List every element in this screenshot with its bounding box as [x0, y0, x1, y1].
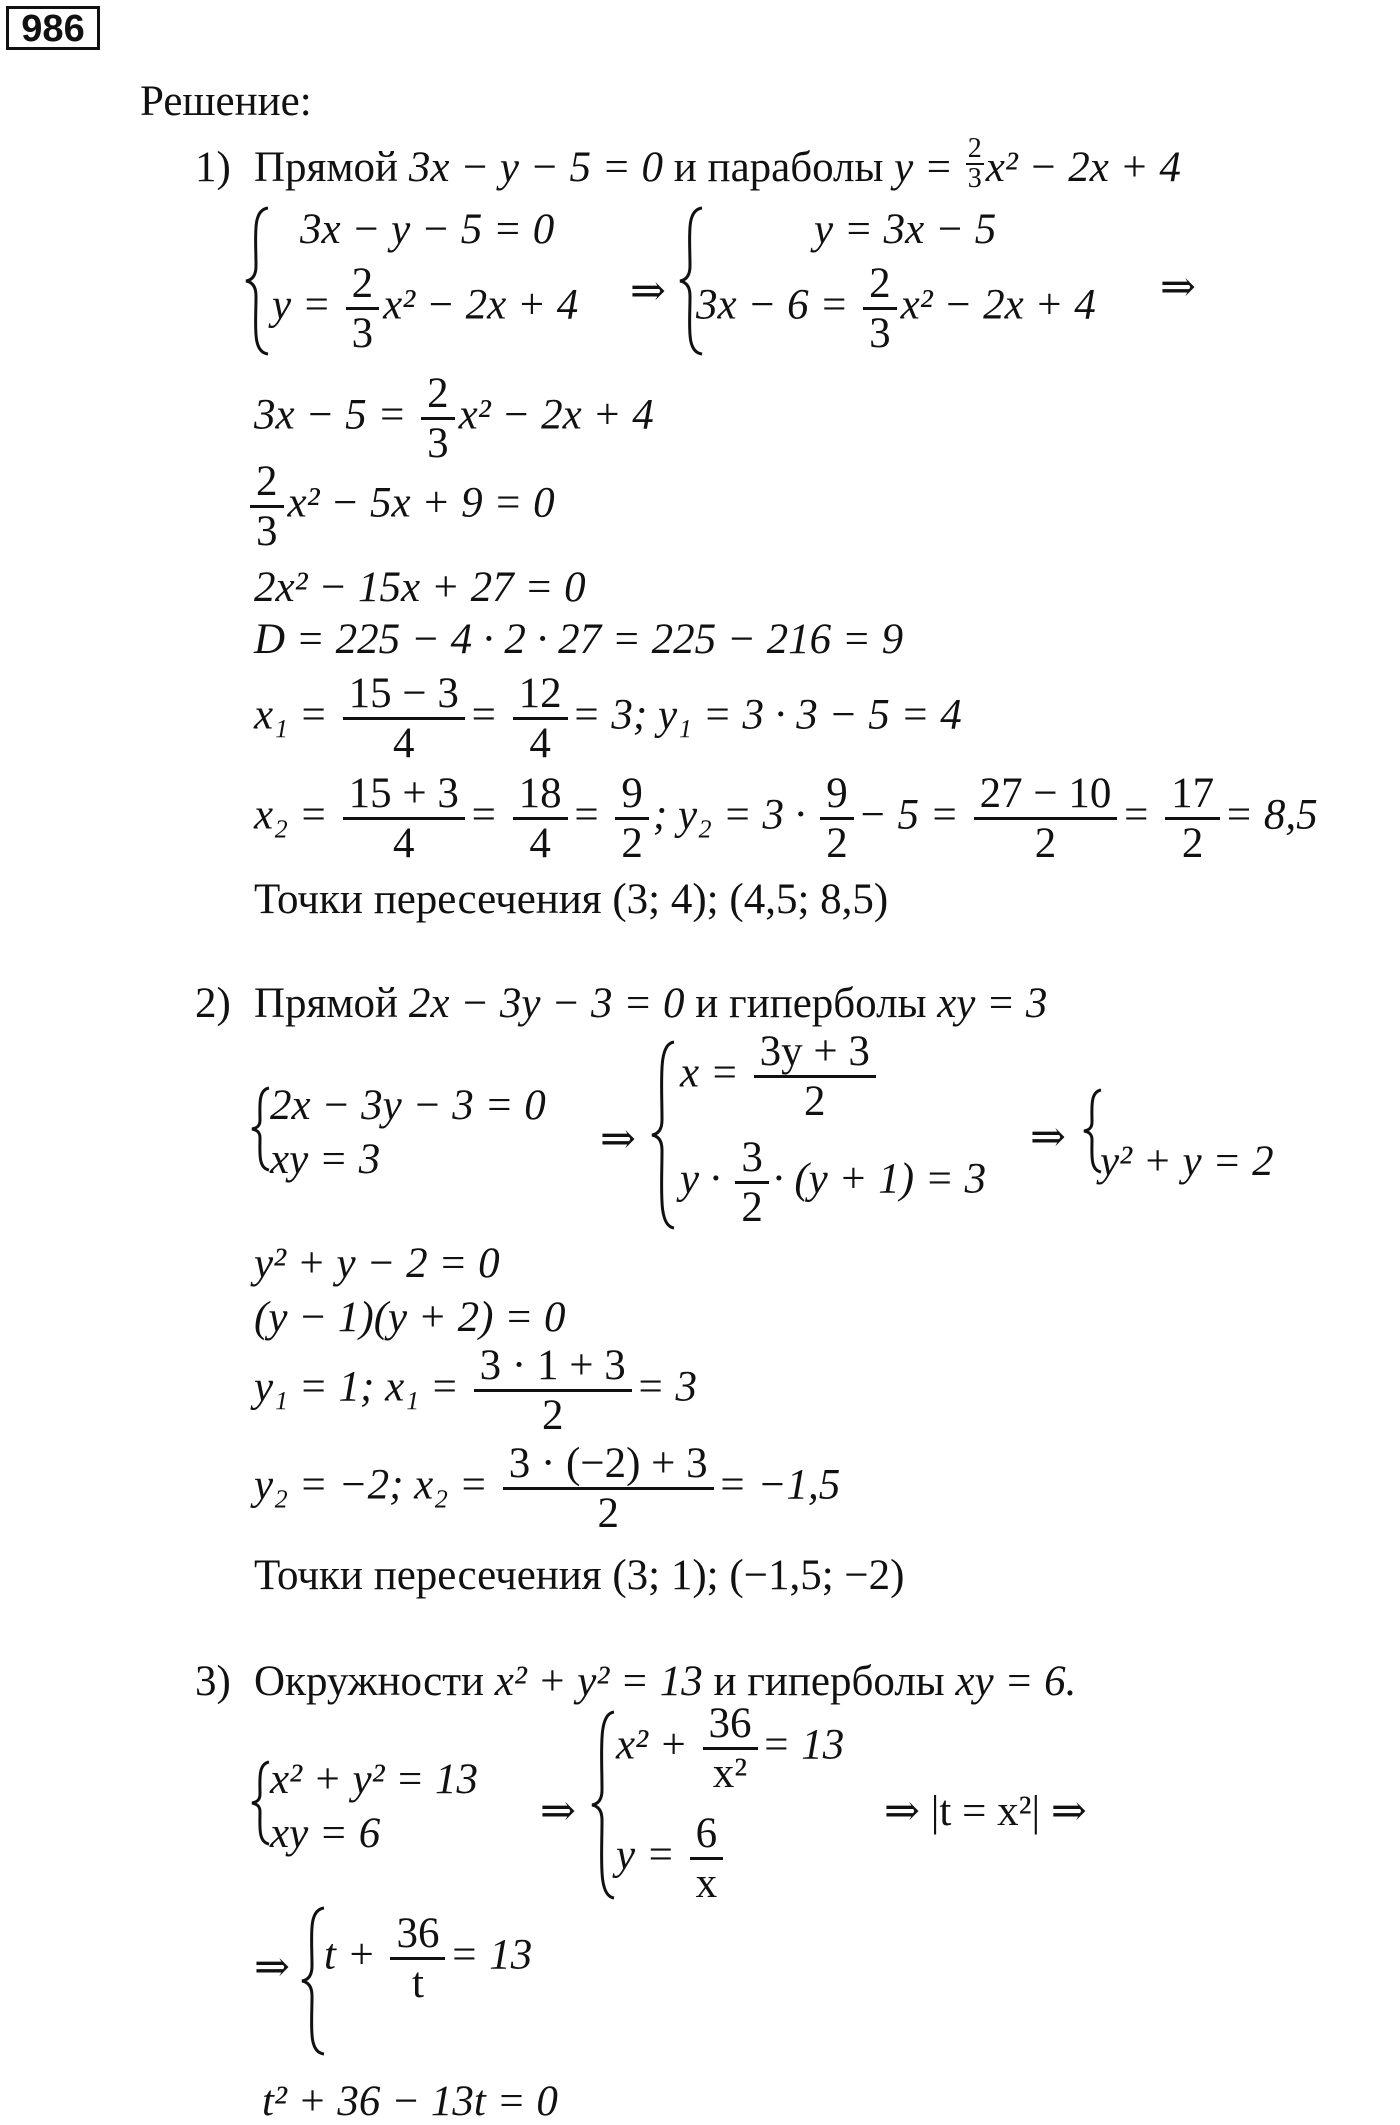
part3-step1	[262, 2080, 558, 2123]
fraction	[503, 1442, 714, 1535]
equation-lhs: y =	[272, 281, 331, 329]
part1-step2	[246, 460, 555, 553]
fraction	[474, 1344, 632, 1437]
part2-intro	[254, 982, 1047, 1025]
fraction-numerator: 15 + 3	[343, 772, 465, 820]
fraction	[735, 1136, 769, 1229]
part2-hyp-eq: xy = 3	[937, 980, 1048, 1027]
equation-lhs: x₁ =	[254, 691, 328, 739]
part2-line-eq: 2x − 3y − 3 = 0	[408, 980, 685, 1027]
part3-sys2-brace	[590, 1710, 618, 1900]
part1-intro	[254, 133, 1181, 195]
fraction-numerator: 36	[390, 1912, 445, 1960]
fraction-numerator: 9	[820, 772, 854, 820]
fraction-numerator: 15 − 3	[343, 672, 465, 720]
part1-and-text: и параболы	[673, 144, 884, 191]
part1-parab-fraction	[966, 135, 984, 193]
fraction-numerator: 2	[421, 372, 455, 420]
part1-step3	[254, 566, 586, 609]
fraction-numerator: 18	[513, 772, 568, 820]
fraction-denominator: 4	[392, 820, 415, 867]
fraction	[820, 772, 854, 865]
fraction-denominator: 2	[741, 1184, 763, 1231]
equation-lhs: y₁ = 1; x₁ =	[254, 1363, 459, 1411]
fraction-numerator: 12	[513, 672, 568, 720]
part1-sys1-row1	[300, 208, 554, 251]
fraction-denominator: 2	[803, 1078, 826, 1125]
part1-x1-line	[254, 672, 962, 765]
fraction-denominator: 2	[1034, 820, 1057, 867]
part2-sys2-row1	[680, 1030, 880, 1123]
fraction	[343, 772, 465, 865]
equation-rhs: · (y + 1) = 3	[772, 1155, 987, 1203]
part2-sys1-row2	[270, 1138, 380, 1181]
fraction-denominator: 3	[967, 163, 982, 195]
fraction-numerator: 27 − 10	[974, 772, 1118, 820]
equation-rhs: x² − 2x + 4	[900, 281, 1096, 329]
problem-number: 986	[6, 6, 100, 50]
part2-sys3-row	[1100, 1140, 1274, 1183]
equation: y = 3x − 5	[814, 206, 997, 253]
fraction	[863, 262, 897, 355]
part2-sys2-row2	[680, 1136, 986, 1229]
fraction	[513, 672, 568, 765]
fraction-denominator: 2	[597, 1490, 619, 1537]
part3-circle-eq: x² + y² = 13	[494, 1658, 703, 1705]
fraction	[346, 262, 380, 355]
part1-number: 1)	[195, 144, 231, 191]
fraction-denominator: 3	[869, 310, 891, 357]
equation-rhs: = 13	[449, 1931, 533, 1979]
part1-answer: Точки пересечения (3; 4); (4,5; 8,5)	[254, 876, 889, 923]
fraction	[513, 772, 568, 865]
equation-lhs: y ·	[680, 1155, 721, 1203]
fraction-denominator: 2	[621, 820, 643, 867]
equation: 2x − 3y − 3 = 0	[270, 1082, 546, 1129]
part3-sys1-brace	[250, 1760, 272, 1846]
part3-substitution: ⇒ |t = x²| ⇒	[884, 1788, 1087, 1835]
equation: t² + 36 − 13t = 0	[262, 2078, 558, 2125]
equation: 3x − y − 5 = 0	[300, 206, 555, 253]
fraction-numerator: 3 · 1 + 3	[474, 1344, 632, 1392]
part3-sys2-row1	[616, 1702, 844, 1795]
part1-line-eq: 3x − y − 5 = 0	[408, 144, 664, 191]
equation-rhs: x² − 2x + 4	[383, 281, 579, 329]
equation: x² + y² = 13	[270, 1756, 478, 1803]
part3-sys1-row2	[270, 1812, 380, 1855]
equation-lhs: x =	[680, 1049, 739, 1097]
equation: y² + y = 2	[1100, 1138, 1274, 1185]
equation-part: − 5 =	[857, 791, 959, 839]
fraction	[690, 1812, 724, 1905]
fraction	[754, 1030, 876, 1123]
equation-rhs: = −1,5	[717, 1461, 841, 1509]
equation-rhs: = 3; y₁ = 3 · 3 − 5 = 4	[571, 691, 962, 739]
part2-y2-line	[254, 1442, 840, 1535]
part1-step1	[254, 372, 654, 465]
equation-lhs: 3x − 5 =	[254, 391, 407, 439]
equation: 2x² − 15x + 27 = 0	[254, 564, 586, 611]
part1-sys2-row2	[696, 262, 1096, 355]
equation-rhs: x² − 5x + 9 = 0	[287, 479, 555, 527]
fraction	[421, 372, 455, 465]
part3-sys2-row2	[616, 1812, 727, 1905]
fraction-numerator: 3y + 3	[754, 1030, 876, 1078]
equals: =	[1121, 791, 1151, 839]
fraction-numerator: 9	[615, 772, 649, 820]
fraction-numerator: 6	[690, 1812, 724, 1860]
implies-arrow: ⇒	[1030, 1114, 1067, 1161]
fraction-denominator: 3	[427, 420, 449, 467]
part3-number: 3)	[195, 1658, 231, 1705]
equation-rhs: = 13	[761, 1721, 845, 1769]
equation-lhs: y₂ = −2; x₂ =	[254, 1461, 488, 1509]
fraction	[615, 772, 649, 865]
equation-lhs: x² +	[616, 1721, 688, 1769]
fraction-numerator: 2	[967, 133, 982, 165]
equation: xy = 3	[270, 1136, 381, 1183]
fraction	[1165, 772, 1220, 865]
equals: =	[571, 791, 601, 839]
equation-lhs: y =	[616, 1831, 675, 1879]
part3-sys3-row1	[324, 1912, 532, 2005]
fraction	[343, 672, 465, 765]
part3-and-text: и гиперболы	[713, 1658, 945, 1705]
fraction	[390, 1912, 445, 2005]
implies-arrow: ⇒	[630, 268, 667, 315]
fraction	[974, 772, 1118, 865]
part1-parab-lhs: y =	[894, 144, 954, 191]
part2-and-text: и гиперболы	[695, 980, 927, 1027]
fraction-numerator: 2	[863, 262, 897, 310]
part2-number: 2)	[195, 980, 231, 1027]
equals: =	[468, 791, 498, 839]
part1-sys1-brace	[244, 206, 272, 356]
equation: D = 225 − 4 · 2 · 27 = 225 − 216 = 9	[254, 616, 904, 663]
implies-arrow: ⇒	[540, 1788, 577, 1835]
fraction-denominator: 3	[351, 310, 374, 357]
fraction-denominator: 3	[256, 508, 278, 555]
fraction-numerator: 17	[1165, 772, 1220, 820]
fraction-denominator: 4	[529, 820, 551, 867]
part2-step2	[254, 1296, 566, 1339]
part2-sys1-brace	[250, 1086, 272, 1172]
part3-intro-text: Окружности	[254, 1658, 484, 1705]
fraction	[703, 1702, 758, 1795]
fraction-denominator: 4	[529, 720, 551, 767]
equation-rhs: = 8,5	[1224, 791, 1318, 839]
part1-intro-text: Прямой	[254, 144, 399, 191]
part1-x2-line	[254, 772, 1318, 865]
equation-lhs: 3x − 6 =	[696, 281, 849, 329]
part1-parab-rhs: x² − 2x + 4	[985, 144, 1181, 191]
fraction-denominator: x²	[712, 1750, 748, 1797]
part2-sys2-brace	[650, 1040, 678, 1230]
part2-step1	[254, 1242, 500, 1285]
equation-rhs: x² − 2x + 4	[458, 391, 654, 439]
equation: (y − 1)(y + 2) = 0	[254, 1294, 566, 1341]
part2-sys1-row1	[270, 1084, 546, 1127]
part2-intro-text: Прямой	[254, 980, 399, 1027]
implies-arrow: ⇒	[600, 1116, 637, 1163]
equation-lhs: x₂ =	[254, 791, 328, 839]
equals: =	[468, 691, 498, 739]
fraction	[250, 460, 284, 553]
implies-arrow: ⇒	[1160, 264, 1197, 311]
solution-heading: Решение:	[140, 78, 312, 125]
fraction-numerator: 2	[346, 262, 380, 310]
part2-answer: Точки пересечения (3; 1); (−1,5; −2)	[254, 1552, 905, 1599]
fraction-denominator: x	[695, 1860, 718, 1907]
fraction-denominator: t	[411, 1960, 424, 2007]
fraction-numerator: 3	[735, 1136, 769, 1184]
fraction-numerator: 3 · (−2) + 3	[503, 1442, 714, 1490]
part3-hyp-eq: xy = 6.	[955, 1658, 1077, 1705]
equation-lhs: t +	[324, 1931, 376, 1979]
part1-sys1-row2	[272, 262, 578, 355]
fraction-denominator: 4	[392, 720, 415, 767]
part3-intro	[254, 1660, 1076, 1703]
equation: y² + y − 2 = 0	[254, 1240, 500, 1287]
implies-arrow: ⇒	[254, 1944, 291, 1991]
fraction-numerator: 36	[703, 1702, 758, 1750]
part2-y1-line	[254, 1344, 697, 1437]
fraction-denominator: 2	[826, 820, 848, 867]
equation: xy = 6	[270, 1810, 381, 1857]
fraction-numerator: 2	[250, 460, 284, 508]
part1-discriminant	[254, 618, 903, 661]
fraction-denominator: 2	[1181, 820, 1204, 867]
fraction-denominator: 2	[541, 1392, 564, 1439]
part1-sys2-row1	[814, 208, 996, 251]
equation-rhs: = 3	[635, 1363, 698, 1411]
part3-sys1-row1	[270, 1758, 478, 1801]
equation-part: ; y₂ = 3 ·	[652, 791, 806, 839]
